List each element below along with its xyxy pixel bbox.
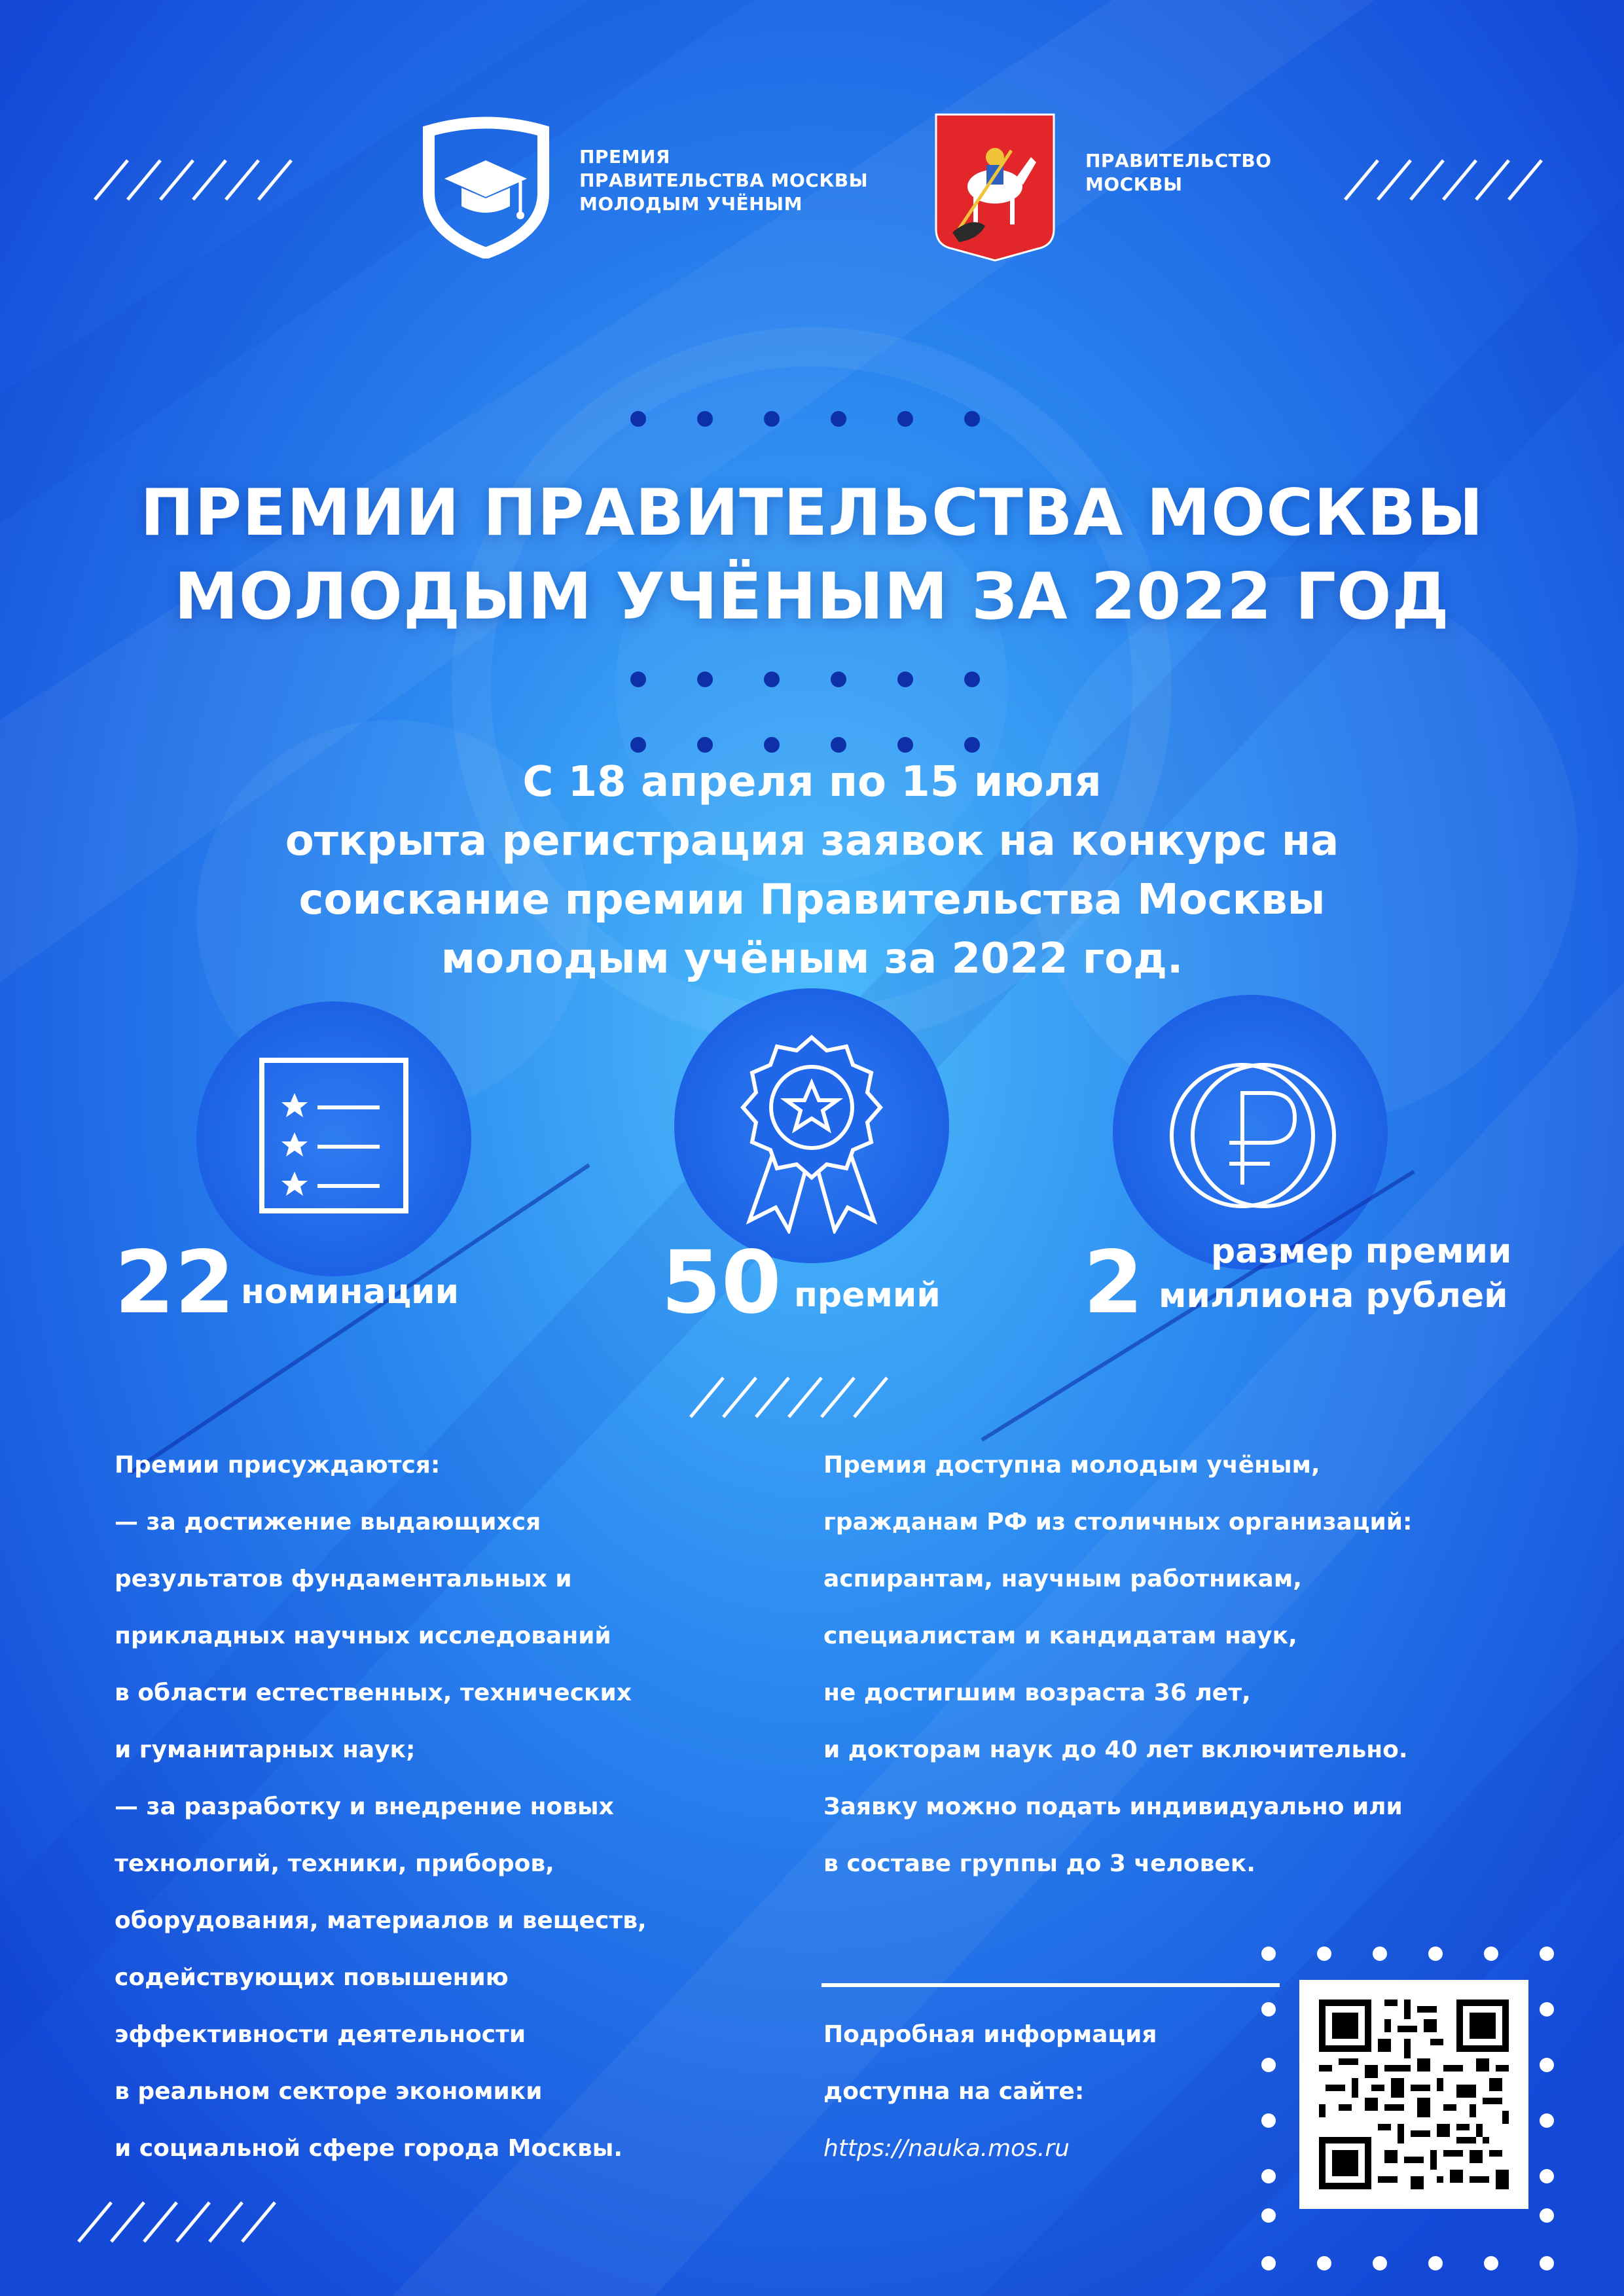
criteria-line: в области естественных, технических <box>115 1679 632 1706</box>
amount-label-line-2: миллиона рублей <box>1159 1276 1508 1316</box>
criteria-line: — за разработку и внедрение новых <box>115 1793 614 1820</box>
government-text <box>1085 149 1272 196</box>
title-line-2: МОЛОДЫМ УЧЁНЫМ ЗА 2022 ГОД <box>174 560 1450 634</box>
eligibility-line: аспирантам, научным работникам, <box>823 1566 1302 1592</box>
title-line-1: ПРЕМИИ ПРАВИТЕЛЬСТВА МОСКВЫ <box>140 476 1484 550</box>
award-shield-logo-icon <box>416 115 556 259</box>
government-line: ПРАВИТЕЛЬСТВО <box>1085 150 1272 171</box>
criteria-line: эффективности деятельности <box>115 2021 526 2048</box>
hatch-decoration-top-right <box>1342 157 1564 203</box>
divider <box>821 1983 1280 1987</box>
criteria-line: в реальном секторе экономики <box>115 2078 543 2105</box>
criteria-line: и социальной сфере города Москвы. <box>115 2135 623 2162</box>
award-logo-line: ПРЕМИЯ <box>579 146 670 168</box>
criteria-line: и гуманитарных наук; <box>115 1736 416 1763</box>
criteria-line: Премии присуждаются: <box>115 1452 441 1479</box>
criteria-line: — за достижение выдающихся <box>115 1509 541 1535</box>
subtitle-line: открыта регистрация заявок на конкурс на <box>285 817 1339 865</box>
eligibility-line: гражданам РФ из столичных организаций: <box>823 1509 1413 1535</box>
amount-number: 2 <box>1083 1232 1144 1333</box>
criteria-line: содействующих повышению <box>115 1964 509 1991</box>
list-icon <box>255 1054 412 1217</box>
page-title <box>0 471 1624 639</box>
eligibility-line: Заявку можно подать индивидуально или <box>823 1793 1403 1820</box>
hatch-decoration-middle <box>687 1374 910 1420</box>
prizes-label: премий <box>794 1276 941 1315</box>
award-badge-icon <box>723 1031 900 1234</box>
hatch-decoration-bottom-left <box>75 2199 298 2245</box>
more-info-line-2: доступна на сайте: <box>823 2078 1085 2105</box>
criteria-line: результатов фундаментальных и <box>115 1566 572 1592</box>
nominations-label: номинации <box>241 1272 460 1312</box>
eligibility-line: и докторам наук до 40 лет включительно. <box>823 1736 1408 1763</box>
subtitle-line: соискание премии Правительства Москвы <box>298 876 1326 924</box>
registration-announcement <box>0 753 1624 988</box>
criteria-line: прикладных научных исследований <box>115 1623 611 1649</box>
government-line: МОСКВЫ <box>1085 173 1183 195</box>
prizes-number: 50 <box>661 1232 782 1333</box>
subtitle-line: молодым учёным за 2022 год. <box>441 935 1183 983</box>
moscow-coat-of-arms-icon <box>933 111 1057 262</box>
eligibility-line: в составе группы до 3 человек. <box>823 1850 1255 1877</box>
subtitle-line: С 18 апреля по 15 июля <box>522 758 1102 806</box>
more-info-block <box>823 2006 1157 2177</box>
eligibility-line: Премия доступна молодым учёным, <box>823 1452 1320 1479</box>
criteria-line: оборудования, материалов и веществ, <box>115 1907 647 1934</box>
website-link[interactable]: https://nauka.mos.ru <box>823 2135 1070 2162</box>
award-logo-text <box>579 145 868 216</box>
eligibility-line: специалистам и кандидатам наук, <box>823 1623 1297 1649</box>
nominations-number: 22 <box>115 1232 235 1333</box>
amount-label-line-1: размер премии <box>1211 1232 1512 1271</box>
ruble-coin-icon <box>1165 1054 1342 1217</box>
award-criteria-text <box>115 1437 647 2177</box>
criteria-line: технологий, техники, приборов, <box>115 1850 554 1877</box>
eligibility-line: не достигшим возраста 36 лет, <box>823 1679 1251 1706</box>
eligibility-text <box>823 1437 1412 1892</box>
qr-code-icon[interactable] <box>1299 1980 1528 2209</box>
award-logo-line: МОЛОДЫМ УЧЁНЫМ <box>579 193 803 215</box>
hatch-decoration-top-left <box>92 157 314 203</box>
more-info-line-1: Подробная информация <box>823 2021 1157 2048</box>
award-logo-line: ПРАВИТЕЛЬСТВА МОСКВЫ <box>579 170 869 191</box>
